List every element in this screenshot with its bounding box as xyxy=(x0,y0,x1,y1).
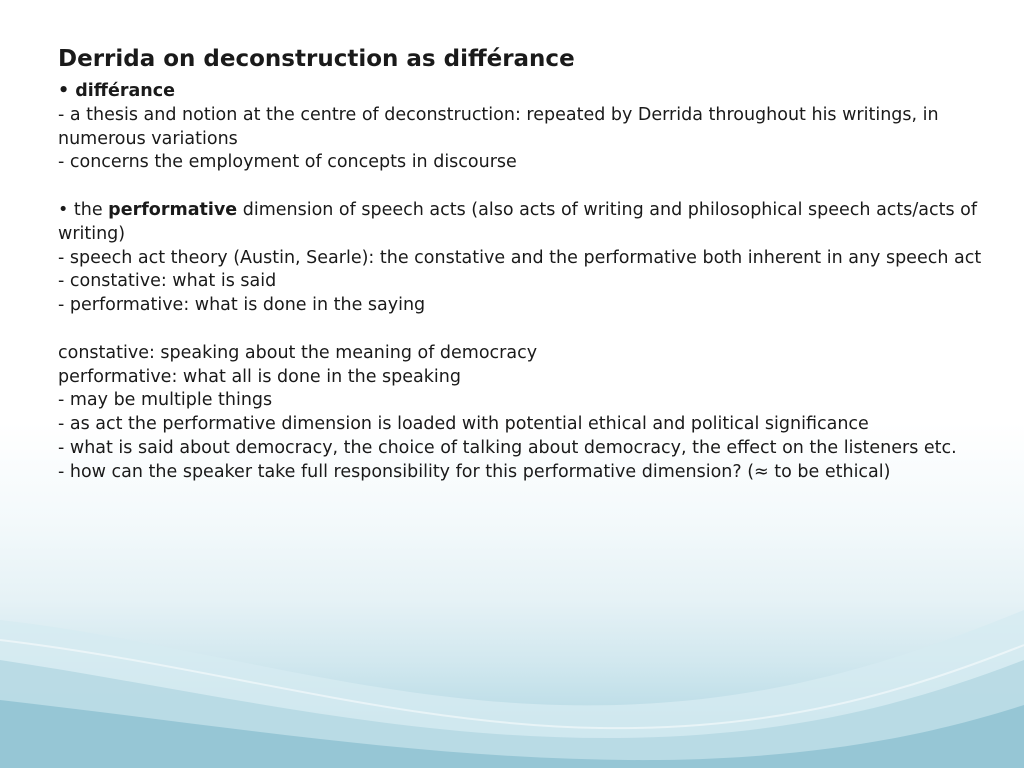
performative-intro xyxy=(58,199,988,247)
differance-point-1: - a thesis and notion at the centre of deconstruction: repeated by Derrida throughout his writings, in numerous variations xyxy=(58,104,939,149)
performative-example: performative: what all is done in the speaking xyxy=(58,366,461,387)
performative-intro-bold: performative xyxy=(108,199,238,220)
blank-line xyxy=(58,318,988,342)
democracy-point: - what is said about democracy, the choice of talking about democracy, the effect on the listeners etc. xyxy=(58,437,957,458)
slide-title: Derrida on deconstruction as différance xyxy=(58,46,575,72)
multiple-things-point: - may be multiple things xyxy=(58,390,273,411)
constative-example: constative: speaking about the meaning of democracy xyxy=(58,342,538,363)
differance-point-2: - concerns the employment of concepts in discourse xyxy=(58,152,517,173)
performative-intro-pre: • the xyxy=(58,199,109,220)
differance-heading: • différance xyxy=(58,81,175,101)
blank-line xyxy=(58,175,988,199)
performative-definition: - performative: what is done in the saying xyxy=(58,295,426,316)
performative-intro-post: dimension of speech acts (also acts of writing and philosophical speech acts/acts of writing) xyxy=(58,199,978,244)
constative-definition: - constative: what is said xyxy=(58,271,277,292)
responsibility-question: - how can the speaker take full responsibility for this performative dimension? (≈ to be ethical) xyxy=(58,461,891,482)
ethical-political-point: - as act the performative dimension is loaded with potential ethical and political significance xyxy=(58,414,869,435)
slide-content xyxy=(58,42,988,485)
speech-act-theory-point: - speech act theory (Austin, Searle): the constative and the performative both inherent in any speech act xyxy=(58,247,982,268)
